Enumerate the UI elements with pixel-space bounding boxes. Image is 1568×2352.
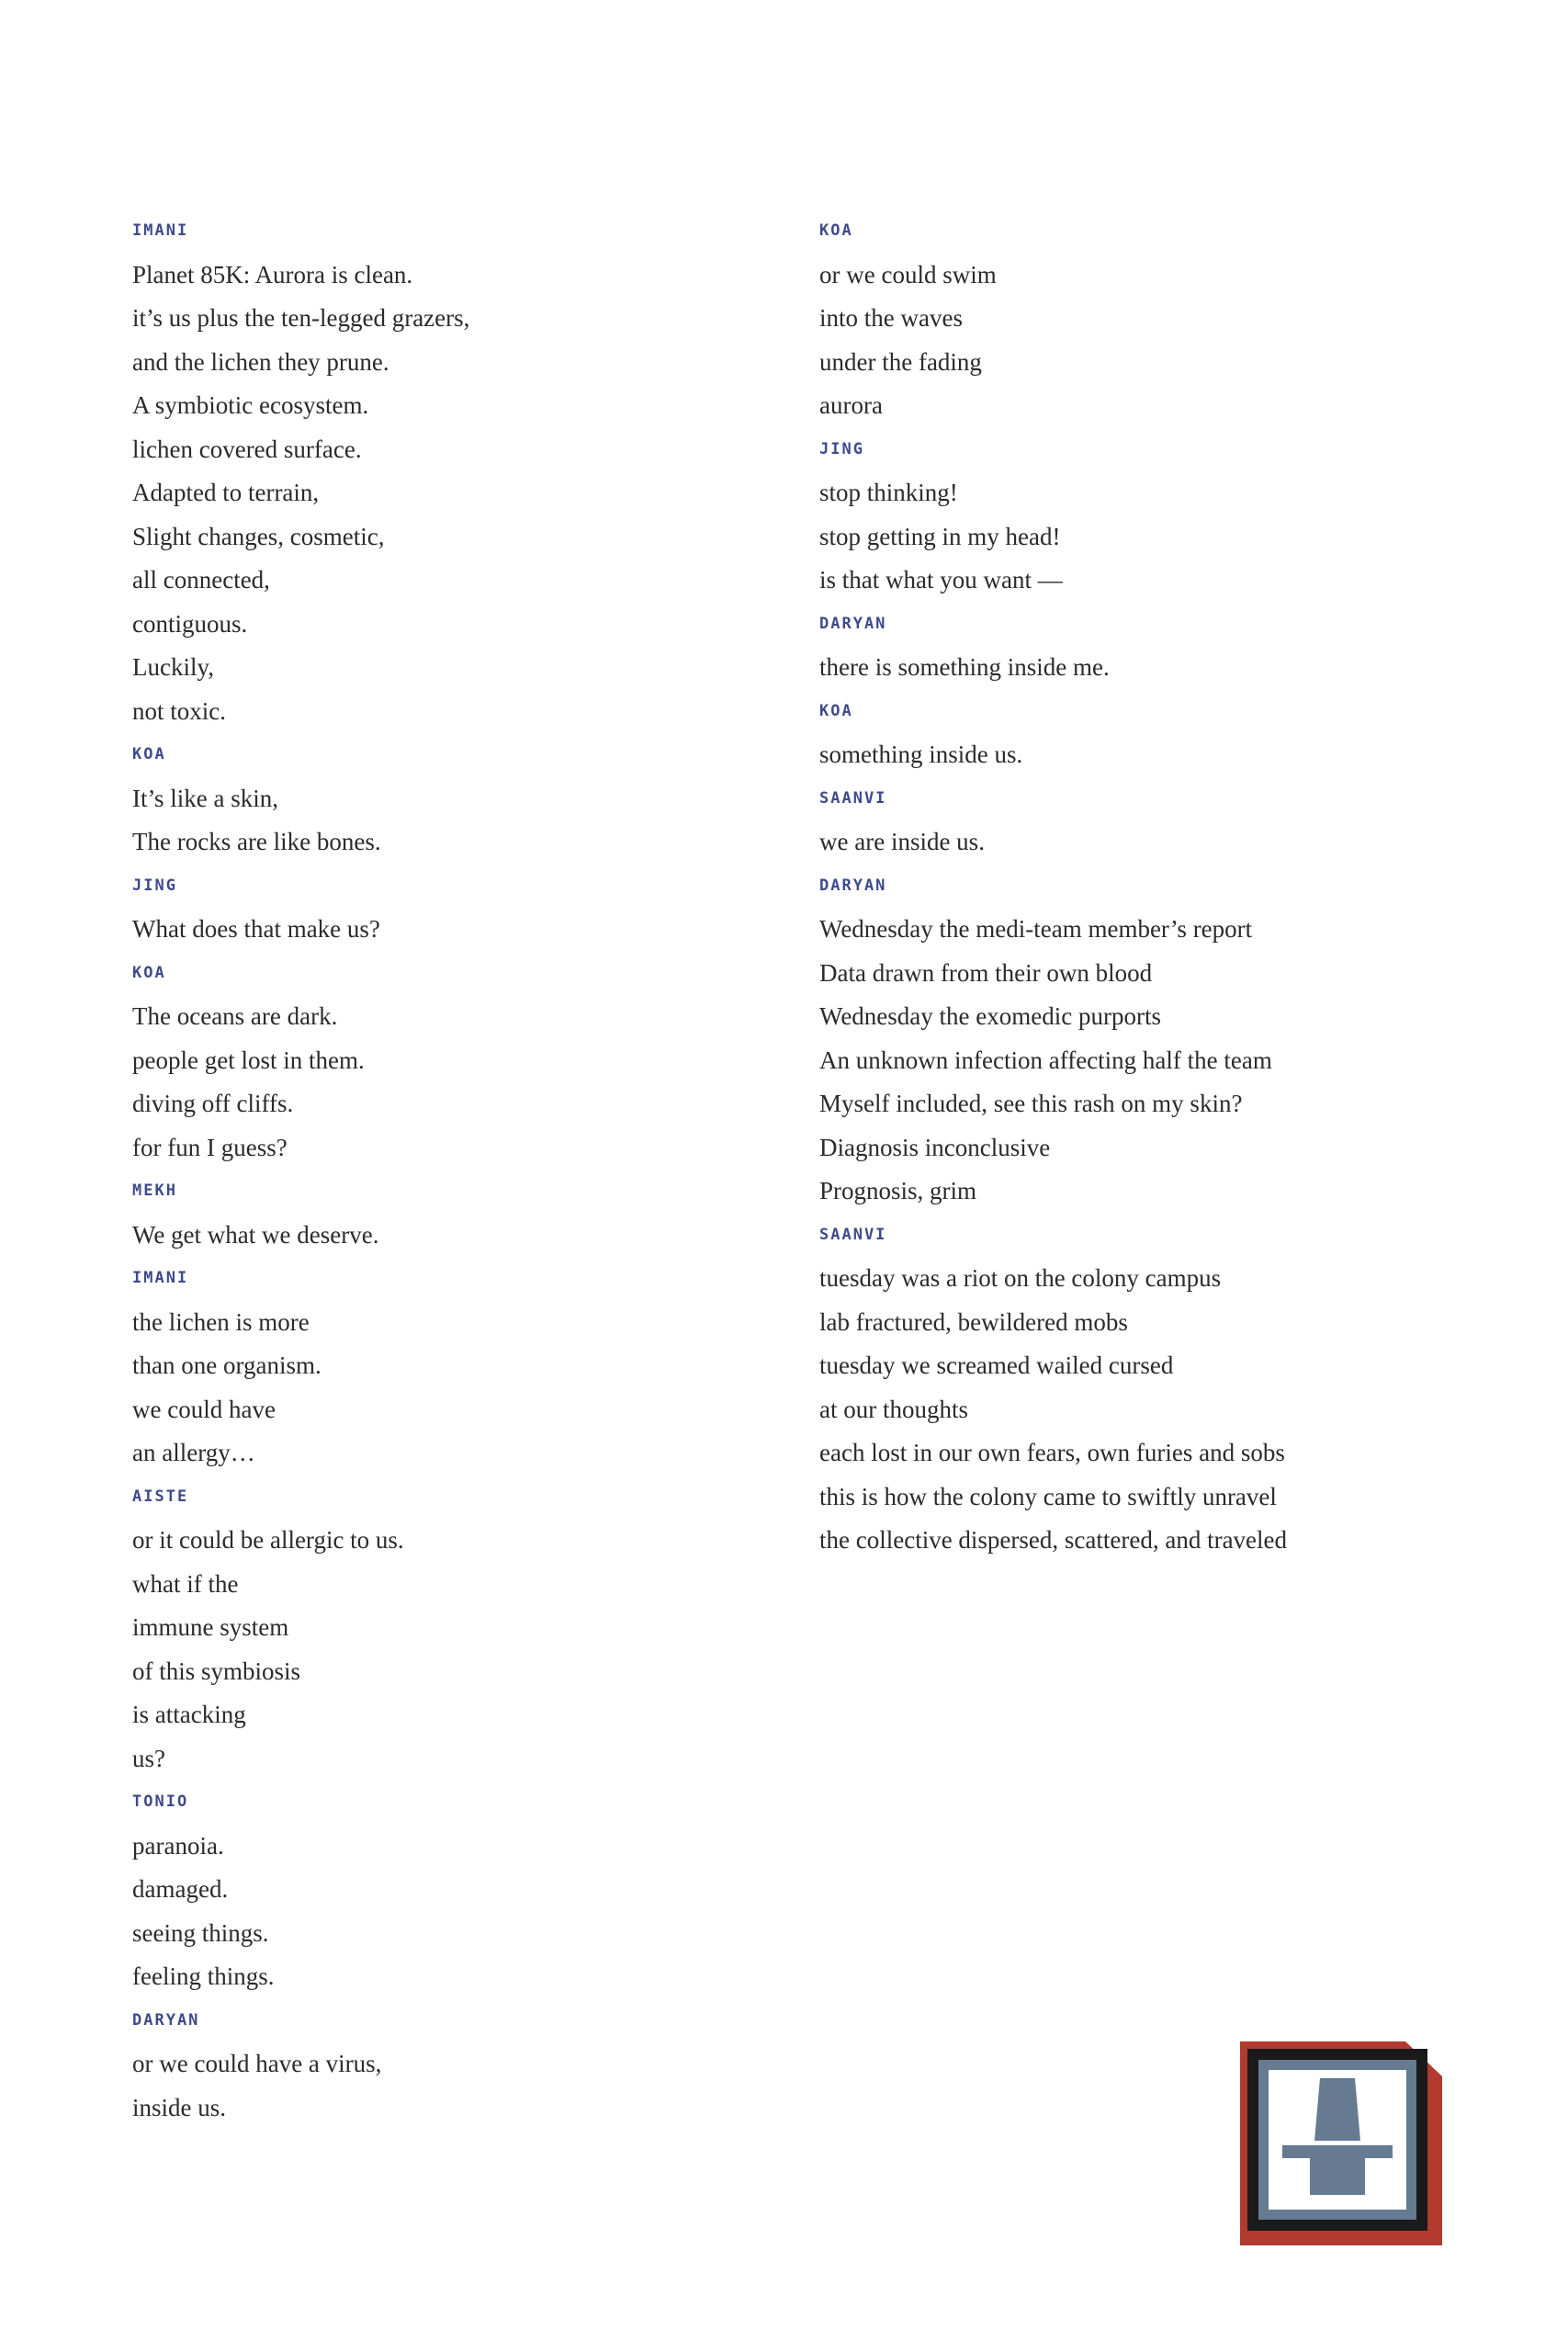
speaker-name: SAANVI xyxy=(819,788,887,808)
verse-line: is attacking xyxy=(132,1701,246,1728)
speaker-name: IMANI xyxy=(132,1269,189,1287)
verse-line: Myself included, see this rash on my skin? xyxy=(819,1090,1243,1117)
verse-line: Planet 85K: Aurora is clean. xyxy=(132,260,413,288)
verse-line: An unknown infection affecting half the team xyxy=(819,1046,1272,1074)
speaker-name: AISTE xyxy=(132,1487,189,1506)
verse-line: Data drawn from their own blood xyxy=(819,958,1153,987)
poem-column-left xyxy=(132,209,775,2130)
speaker-name: JING xyxy=(819,439,864,458)
speaker-name: SAANVI xyxy=(819,1225,887,1244)
verse-line: Prognosis, grim xyxy=(819,1177,977,1204)
verse-line: of this symbiosis xyxy=(132,1657,301,1685)
verse-line: stop thinking! xyxy=(819,479,958,506)
verse-line: Diagnosis inconclusive xyxy=(819,1133,1051,1161)
verse-line: and the lichen they prune. xyxy=(132,347,389,376)
publisher-logo-icon xyxy=(1240,2041,1442,2245)
verse-line: at our thoughts xyxy=(819,1395,968,1423)
verse-line: seeing things. xyxy=(132,1918,269,1947)
speaker-name: KOA xyxy=(132,745,166,763)
verse-line: feeling things. xyxy=(132,1962,275,1990)
verse-line: tuesday was a riot on the colony campus xyxy=(819,1264,1222,1292)
speaker-name: TONIO xyxy=(132,1792,189,1811)
verse-line: Wednesday the medi-team member’s report xyxy=(819,915,1253,943)
verse-line: under the fading xyxy=(819,347,982,376)
speaker-name: DARYAN xyxy=(819,876,887,895)
verse-line: we are inside us. xyxy=(819,828,985,855)
verse-line: is that what you want — xyxy=(819,566,1063,594)
verse-line: than one organism. xyxy=(132,1351,321,1379)
verse-line: the lichen is more xyxy=(132,1307,310,1336)
verse-line: not toxic. xyxy=(132,696,226,725)
verse-line: stop getting in my head! xyxy=(819,522,1061,550)
verse-line: Wednesday the exomedic purports xyxy=(819,1002,1161,1030)
speaker-name: MEKH xyxy=(132,1182,177,1200)
verse-line: aurora xyxy=(819,391,883,419)
speaker-name: KOA xyxy=(819,701,853,720)
verse-line: Adapted to terrain, xyxy=(132,479,320,506)
verse-line: for fun I guess? xyxy=(132,1133,288,1161)
verse-line: diving off cliffs. xyxy=(132,1090,294,1117)
verse-line: We get what we deserve. xyxy=(132,1220,379,1249)
verse-line: It’s like a skin, xyxy=(132,784,278,812)
speaker-name: DARYAN xyxy=(132,2010,200,2030)
speaker-name: KOA xyxy=(819,221,853,240)
verse-line: this is how the colony came to swiftly unravel xyxy=(819,1482,1277,1510)
verse-line: immune system xyxy=(132,1613,289,1641)
verse-line: or we could have a virus, xyxy=(132,2050,382,2077)
verse-line: what if the xyxy=(132,1569,239,1598)
verse-line: damaged. xyxy=(132,1875,229,1903)
verse-line: we could have xyxy=(132,1395,276,1423)
verse-line: each lost in our own fears, own furies and sobs xyxy=(819,1439,1285,1466)
verse-line: an allergy… xyxy=(132,1439,255,1466)
poem-column-right xyxy=(819,209,1481,1563)
verse-line: or it could be allergic to us. xyxy=(132,1526,404,1554)
verse-line: into the waves xyxy=(819,304,963,332)
verse-line: or we could swim xyxy=(819,260,997,288)
verse-line: something inside us. xyxy=(819,741,1023,768)
verse-line: contiguous. xyxy=(132,609,248,638)
verse-line: tuesday we screamed wailed cursed xyxy=(819,1351,1174,1379)
verse-line: What does that make us? xyxy=(132,915,380,943)
verse-line: A symbiotic ecosystem. xyxy=(132,391,369,419)
verse-line: The rocks are like bones. xyxy=(132,828,381,855)
verse-line: all connected, xyxy=(132,566,270,594)
speaker-name: KOA xyxy=(132,963,166,982)
verse-line: The oceans are dark. xyxy=(132,1002,338,1030)
verse-line: us? xyxy=(132,1744,165,1772)
speaker-name: DARYAN xyxy=(819,614,887,633)
verse-line: lab fractured, bewildered mobs xyxy=(819,1307,1128,1336)
verse-line: the collective dispersed, scattered, and traveled xyxy=(819,1526,1288,1554)
verse-line: inside us. xyxy=(132,2093,227,2121)
verse-line: paranoia. xyxy=(132,1831,224,1860)
verse-line: there is something inside me. xyxy=(819,653,1110,681)
verse-line: people get lost in them. xyxy=(132,1046,365,1074)
verse-line: Slight changes, cosmetic, xyxy=(132,522,385,550)
speaker-name: IMANI xyxy=(132,221,189,240)
speaker-name: JING xyxy=(132,876,177,895)
verse-line: it’s us plus the ten-legged grazers, xyxy=(132,304,470,332)
verse-line: Luckily, xyxy=(132,653,214,681)
verse-line: lichen covered surface. xyxy=(132,435,362,463)
